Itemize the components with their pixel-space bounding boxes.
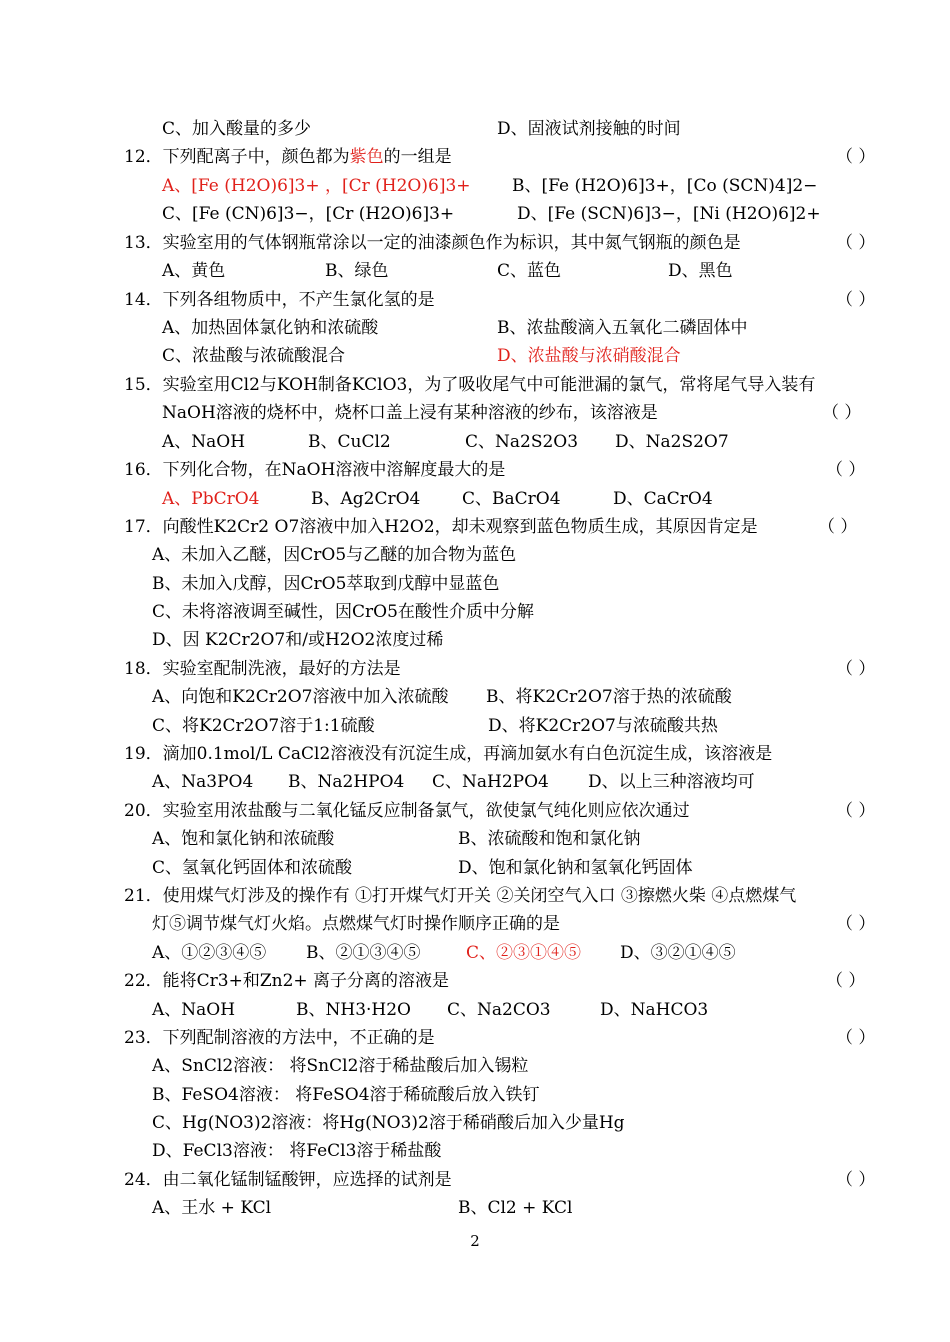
q21-stem-line1: 21．使用煤气灯涉及的操作有 ①打开煤气灯开关 ②关闭空气入口 ③擦燃火柴 ④点燃煤气 [124, 886, 797, 906]
q21-stem-line2: 灯⑤调节煤气灯火焰。点燃煤气灯时操作顺序正确的是 [152, 914, 560, 934]
q16-option-c: C、BaCrO4 [462, 489, 561, 509]
q17-answer-blank: （ ） [818, 517, 858, 537]
q14-stem: 14．下列各组物质中，不产生氯化氢的是 [124, 290, 435, 310]
q14-option-b: B、浓盐酸滴入五氧化二磷固体中 [497, 318, 748, 338]
q15-answer-blank: （ ） [822, 403, 862, 423]
q18-option-c: C、将K2Cr2O7溶于1:1硫酸 [152, 716, 375, 736]
q20-option-d: D、饱和氯化钠和氢氧化钙固体 [458, 858, 693, 878]
q20-option-a: A、饱和氯化钠和浓硫酸 [152, 829, 335, 849]
q22-option-d: D、NaHCO3 [600, 1000, 709, 1020]
q13-option-c: C、蓝色 [497, 261, 562, 281]
q12-answer-blank: （ ） [836, 147, 876, 167]
q20-option-c: C、氢氧化钙固体和浓硫酸 [152, 858, 353, 878]
q14-answer-blank: （ ） [836, 290, 876, 310]
q20-answer-blank: （ ） [836, 801, 876, 821]
q18-option-b: B、将K2Cr2O7溶于热的浓硫酸 [486, 687, 732, 707]
q12-option-d: D、[Fe (SCN)6]3−，[Ni (H2O)6]2+ [517, 204, 821, 224]
q23-option-d: D、FeCl3溶液： 将FeCl3溶于稀盐酸 [152, 1141, 442, 1161]
q22-stem: 22．能将Cr3+和Zn2+ 离子分离的溶液是 [124, 971, 450, 991]
q13-answer-blank: （ ） [836, 233, 876, 253]
q19-option-d: D、以上三种溶液均可 [588, 772, 755, 792]
q17-option-a: A、未加入乙醚，因CrO5与乙醚的加合物为蓝色 [152, 545, 517, 565]
q22-option-a: A、NaOH [152, 1000, 236, 1020]
q22-option-b: B、NH3·H2O [296, 1000, 411, 1020]
q18-answer-blank: （ ） [836, 659, 876, 679]
q15-stem-line2: NaOH溶液的烧杯中，烧杯口盖上浸有某种溶液的纱布，该溶液是 [162, 403, 658, 423]
q23-option-b: B、FeSO4溶液： 将FeSO4溶于稀硫酸后放入铁钉 [152, 1085, 540, 1105]
q21-option-c: C、②③①④⑤ [466, 943, 582, 963]
q14-option-a: A、加热固体氯化钠和浓硫酸 [162, 318, 379, 338]
q17-option-b: B、未加入戊醇，因CrO5萃取到戊醇中显蓝色 [152, 574, 500, 594]
q17-stem: 17．向酸性K2Cr2 O7溶液中加入H2O2，却未观察到蓝色物质生成，其原因肯定是 [124, 517, 758, 537]
q12-option-a: A、[Fe (H2O)6]3+ ，[Cr (H2O)6]3+ [162, 176, 471, 196]
q12-option-c: C、[Fe (CN)6]3−，[Cr (H2O)6]3+ [162, 204, 455, 224]
q24-answer-blank: （ ） [836, 1170, 876, 1190]
q12-stem: 12．下列配离子中，颜色都为紫色的一组是 [124, 147, 452, 167]
q21-option-a: A、①②③④⑤ [152, 943, 267, 963]
q24-stem: 24．由二氧化锰制锰酸钾，应选择的试剂是 [124, 1170, 452, 1190]
q16-option-b: B、Ag2CrO4 [311, 489, 421, 509]
q14-option-d: D、浓盐酸与浓硝酸混合 [497, 346, 681, 366]
q23-option-c: C、Hg(NO3)2溶液：将Hg(NO3)2溶于稀硝酸后加入少量Hg [152, 1113, 625, 1133]
q15-option-b: B、CuCl2 [308, 432, 391, 452]
q15-option-d: D、Na2S2O7 [615, 432, 729, 452]
q24-option-b: B、Cl2 + KCl [458, 1198, 573, 1218]
q15-option-c: C、Na2S2O3 [465, 432, 579, 452]
q20-option-b: B、浓硫酸和饱和氯化钠 [458, 829, 641, 849]
q23-stem: 23．下列配制溶液的方法中，不正确的是 [124, 1028, 435, 1048]
q21-option-b: B、②①③④⑤ [306, 943, 421, 963]
q15-stem-line1: 15．实验室用Cl2与KOH制备KClO3，为了吸收尾气中可能泄漏的氯气，常将尾气导入装有 [124, 375, 816, 395]
q22-option-c: C、Na2CO3 [447, 1000, 551, 1020]
q12-option-b: B、[Fe (H2O)6]3+，[Co (SCN)4]2− [512, 176, 818, 196]
q23-option-a: A、SnCl2溶液： 将SnCl2溶于稀盐酸后加入锡粒 [152, 1056, 529, 1076]
q18-stem: 18．实验室配制洗液，最好的方法是 [124, 659, 401, 679]
q18-option-d: D、将K2Cr2O7与浓硫酸共热 [488, 716, 718, 736]
q11-option-c: C、加入酸量的多少 [162, 119, 312, 139]
q19-option-c: C、NaH2PO4 [432, 772, 549, 792]
q16-option-a: A、PbCrO4 [162, 489, 260, 509]
q18-option-a: A、向饱和K2Cr2O7溶液中加入浓硫酸 [152, 687, 449, 707]
q13-option-a: A、黄色 [162, 261, 226, 281]
q17-option-d: D、因 K2Cr2O7和/或H2O2浓度过稀 [152, 630, 444, 650]
q21-answer-blank: （ ） [836, 914, 876, 934]
q16-option-d: D、CaCrO4 [613, 489, 713, 509]
q16-stem: 16．下列化合物，在NaOH溶液中溶解度最大的是 [124, 460, 506, 480]
q19-option-a: A、Na3PO4 [152, 772, 254, 792]
q11-option-d: D、固液试剂接触的时间 [497, 119, 681, 139]
q13-option-b: B、绿色 [325, 261, 389, 281]
q15-option-a: A、NaOH [162, 432, 246, 452]
page-number: 2 [470, 1232, 480, 1250]
q24-option-a: A、王水 + KCl [152, 1198, 272, 1218]
q19-option-b: B、Na2HPO4 [288, 772, 405, 792]
q20-stem: 20．实验室用浓盐酸与二氧化锰反应制备氯气，欲使氯气纯化则应依次通过 [124, 801, 690, 821]
q14-option-c: C、浓盐酸与浓硫酸混合 [162, 346, 346, 366]
q19-stem: 19．滴加0.1mol/L CaCl2溶液没有沉淀生成，再滴加氨水有白色沉淀生成，该溶液是 [124, 744, 773, 764]
q22-answer-blank: （ ） [826, 971, 866, 991]
q23-answer-blank: （ ） [836, 1028, 876, 1048]
q17-option-c: C、未将溶液调至碱性，因CrO5在酸性介质中分解 [152, 602, 534, 622]
q16-answer-blank: （ ） [826, 460, 866, 480]
q13-stem: 13．实验室用的气体钢瓶常涂以一定的油漆颜色作为标识，其中氮气钢瓶的颜色是 [124, 233, 741, 253]
q13-option-d: D、黑色 [668, 261, 733, 281]
q21-option-d: D、③②①④⑤ [620, 943, 736, 963]
